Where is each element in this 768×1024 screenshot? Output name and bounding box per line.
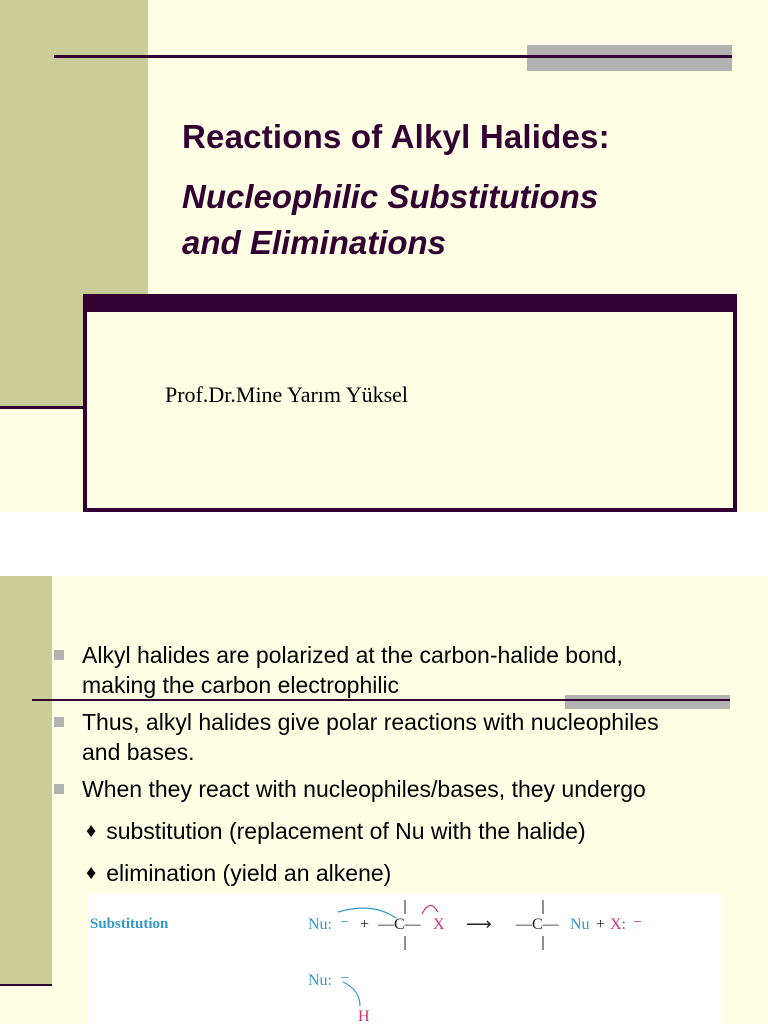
sub-bullet-text: elimination (yield an alkene) [106, 860, 392, 886]
square-bullet-icon [54, 784, 64, 794]
square-bullet-icon [54, 650, 64, 660]
top-gray-block [527, 45, 732, 71]
nucleophile: Nu: [308, 916, 332, 933]
bottom-left-rule [0, 984, 52, 986]
product-nucleophile: Nu [570, 916, 590, 933]
curved-arrow-icon [422, 905, 438, 914]
bond-lines [88, 894, 722, 1024]
author-name: Prof.Dr.Mine Yarım Yüksel [165, 382, 409, 407]
nucleophile-2-charge: − [340, 970, 350, 987]
bullet-text: and bases. [82, 739, 195, 765]
left-rule [0, 406, 90, 409]
slide-subtitle-line1: Nucleophilic Substitutions [182, 178, 599, 215]
nucleophile-charge: − [340, 914, 350, 931]
leaving-group: X: [610, 916, 626, 933]
bullet-text: making the carbon electrophilic [82, 672, 400, 698]
author-box [83, 294, 737, 512]
reaction-arrow: ⟶ [466, 914, 492, 934]
square-bullet-icon [54, 717, 64, 727]
plus-sign-2: + [596, 916, 606, 933]
carbon-atom: —C— [378, 916, 421, 933]
product-carbon-symbol: C [532, 916, 543, 933]
diamond-bullet-icon: ♦ [86, 820, 97, 842]
sub-bullet-item [86, 816, 586, 846]
curved-arrow-icon [338, 908, 396, 918]
hydrogen-atom: H [358, 1008, 370, 1024]
slide-subtitle-line2: and Eliminations [182, 224, 447, 261]
bullet-text: Thus, alkyl halides give polar reactions with nucleophiles [82, 709, 659, 735]
reaction-label: Substitution [90, 916, 169, 932]
halide-atom: X [433, 916, 445, 933]
leaving-charge: − [633, 914, 643, 931]
reaction-diagram [88, 894, 722, 1024]
bullet-item [54, 707, 659, 767]
top-rule-overlay [527, 55, 732, 58]
sidebar-band [0, 576, 52, 986]
bullet-text: When they react with nucleophiles/bases, they undergo [82, 776, 646, 802]
carbon-symbol: C [394, 916, 405, 933]
sub-bullet-item [86, 858, 391, 888]
content-slide [0, 576, 768, 1024]
product-carbon: —C— [516, 916, 559, 933]
bullet-text: Alkyl halides are polarized at the carbon-halide bond, [82, 642, 623, 668]
bullet-item [54, 774, 646, 804]
bullet-item [54, 640, 623, 700]
sub-bullet-text: substitution (replacement of Nu with the halide) [106, 818, 586, 844]
diamond-bullet-icon: ♦ [86, 862, 97, 884]
plus-sign: + [360, 916, 370, 933]
slide-title: Reactions of Alkyl Halides: [182, 118, 610, 155]
nucleophile-2: Nu: [308, 972, 332, 989]
